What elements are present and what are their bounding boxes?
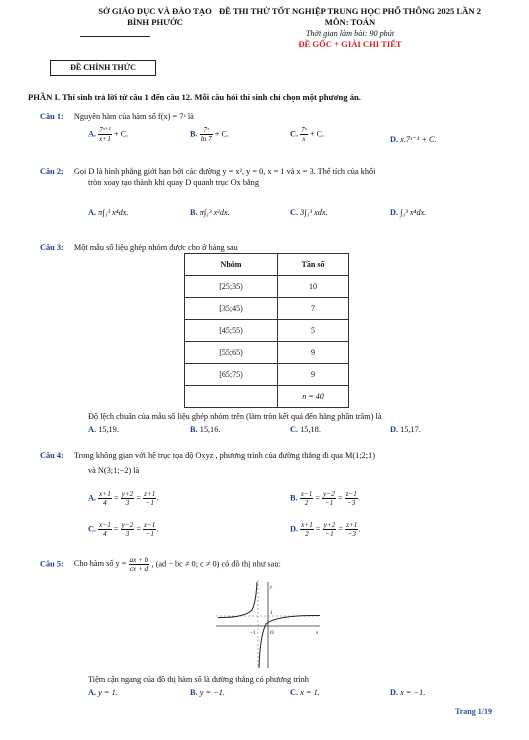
province: BÌNH PHƯỚC [127, 17, 183, 27]
official-stamp: ĐỀ CHÍNH THỨC [50, 60, 156, 76]
q1-option-b[interactable]: B. $\frac{\text{7ˣ}}{\ln 7}$ + C. [190, 126, 230, 143]
q1-option-d[interactable]: D. x.7ˣ⁻¹ + C. [390, 135, 437, 144]
hyperbola-graph [214, 578, 324, 670]
q4-option-b[interactable]: B. $\frac{x-1}{2}$ = $\frac{y-2}{-1}$ = $\frac{z-1}{-3}$ . [290, 490, 360, 507]
q1-option-c[interactable]: C. $\frac{\text{7ˣ}}{x}$ + C. [290, 126, 325, 143]
q2-text: Gọi D là hình phẳng giới hạn bởi các đường y = x², y = 0, x = 1 và x = 3. Thể tích của khối [73, 167, 376, 176]
q2-option-d[interactable]: D. ∫₁³ x⁴dx. [390, 208, 427, 217]
exam-title: ĐỀ THI THỬ TỐT NGHIỆP TRUNG HỌC PHỔ THÔNG 2025 LẦN 2 [218, 6, 482, 16]
q5-question: Tiệm cận ngang của đồ thị hàm số là đường thẳng có phương trình [88, 675, 309, 684]
q4-option-d[interactable]: D. $\frac{x+1}{2}$ = $\frac{y+2}{-1}$ = $\frac{z+1}{-3}$ . [290, 521, 361, 538]
q3-text: Một mẫu số liệu ghép nhóm được cho ở bảng sau [73, 243, 238, 252]
q3-option-d[interactable]: D. 15,17. [390, 425, 421, 434]
header-right [200, 6, 500, 50]
q3-option-a[interactable]: A. 15,19. [88, 425, 119, 434]
subject: MÔN: TOÁN [324, 17, 376, 27]
question-1 [40, 111, 194, 122]
duration: Thời gian làm bài: 90 phút [305, 29, 395, 38]
header-group: Nhóm [185, 254, 278, 276]
q3-question: Độ lệch chuẩn của mẫu số liệu ghép nhóm trên (làm tròn kết quả đến hàng phần trăm) là [88, 412, 382, 421]
q4-option-c[interactable]: C. $\frac{x-1}{4}$ = $\frac{y-2}{3}$ = $\frac{z-1}{-1}$ . [88, 521, 159, 538]
q2-option-c[interactable]: C. 3∫₁³ xdx. [290, 208, 328, 217]
y-label: y [270, 585, 273, 590]
q5-option-d[interactable]: D. x = −1. [390, 688, 426, 697]
page-number: Trang 1/19 [455, 707, 492, 716]
table-row: [65;75) 9 [185, 364, 349, 386]
exam-tag: ĐỀ GỐC + GIẢI CHI TIẾT [298, 39, 402, 49]
q2-label: Câu 2: [40, 167, 64, 176]
q2-text-2: tròn xoay tạo thành khi quay D quanh trục Ox bằng [88, 178, 259, 187]
q5-label: Câu 5: [40, 559, 64, 569]
q5-option-a[interactable]: A. y = 1. [88, 688, 118, 697]
q3-label: Câu 3: [40, 243, 64, 252]
q2-option-b[interactable]: B. π∫₁³ x²dx. [190, 208, 230, 217]
table-row: [45;55) 5 [185, 320, 349, 342]
department: SỞ GIÁO DỤC VÀ ĐÀO TẠO [98, 6, 212, 16]
header-frequency: Tần số [278, 254, 349, 276]
q4-label: Câu 4: [40, 451, 64, 460]
q1-text: Nguyên hàm của hàm số f(x) = 7ˣ là [73, 112, 194, 121]
question-3 [40, 242, 238, 253]
q4-text: Trong không gian với hệ trục tọa độ Oxyz , phương trình của đường thẳng đi qua M(1;2;1) [73, 451, 375, 460]
table-total-row: n = 40 [185, 386, 349, 408]
q5-option-b[interactable]: B. y = −1. [190, 688, 225, 697]
question-4 [40, 450, 520, 476]
table-row: [25;35) 10 [185, 276, 349, 298]
question-2 [40, 166, 510, 188]
q2-option-a[interactable]: A. π∫₁³ x⁴dx. [88, 208, 129, 217]
q4-option-a[interactable]: A. $\frac{x+1}{4}$ = $\frac{y+2}{3}$ = $\frac{z+1}{-1}$ . [88, 490, 159, 507]
part-title: PHẦN I. Thí sinh trả lời từ câu 1 đến câu 12. Mỗi câu hỏi thí sinh chỉ chọn một phương án. [28, 92, 361, 102]
x-label: x [316, 631, 319, 636]
q5-option-c[interactable]: C. x = 1. [290, 688, 320, 697]
header-divider [80, 36, 150, 37]
table-row: [55;65) 9 [185, 342, 349, 364]
q1-label: Câu 1: [40, 112, 64, 121]
q4-text-2: và N(3;1;−2) là [88, 466, 140, 475]
left-branch [218, 582, 257, 618]
q1-option-a[interactable]: A. $\frac{\text{7ˣ⁺¹}}{x+1}$ + C. [88, 126, 129, 143]
origin-label: O [270, 631, 274, 636]
table-row: [35;45) 7 [185, 298, 349, 320]
tick-pos-label: 1 [270, 611, 273, 616]
table-header-row [185, 254, 349, 276]
q3-option-b[interactable]: B. 15,16. [190, 425, 221, 434]
frequency-table [184, 253, 349, 408]
question-5: Câu 5: Cho hàm số y = $\frac{ax + b}{cx + d}$ , (ad − bc ≠ 0; c ≠ 0) có đồ thị như sau: [40, 556, 281, 573]
q3-option-c[interactable]: C. 15,18. [290, 425, 321, 434]
tick-neg-label: −1 [250, 631, 256, 636]
